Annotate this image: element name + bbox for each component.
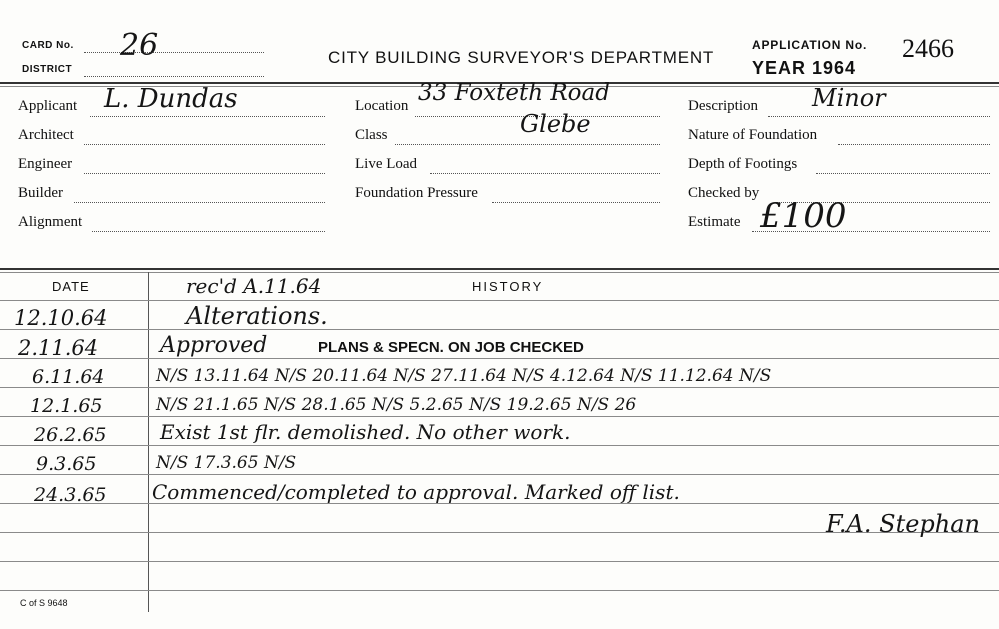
estimate-value: £100 xyxy=(760,196,847,236)
checked-by-label: Checked by xyxy=(688,185,760,201)
date-header: DATE xyxy=(52,279,90,294)
history-text: Commenced/completed to approval. Marked off list. xyxy=(152,480,680,504)
history-text: N/S 17.3.65 N/S xyxy=(156,453,297,473)
description-value: Minor xyxy=(812,84,886,112)
engineer-label: Engineer xyxy=(18,156,73,172)
received-note: rec'd A.11.64 xyxy=(186,274,322,298)
approval-stamp: PLANS & SPECN. ON JOB CHECKED xyxy=(318,339,584,356)
live-load-line xyxy=(430,173,660,174)
depth-of-footings-line xyxy=(816,173,990,174)
foundation-pressure-line xyxy=(492,202,660,203)
history-text: Alterations. xyxy=(186,302,328,330)
card-no-line xyxy=(84,52,264,53)
year-label: YEAR 1964 xyxy=(752,58,857,78)
architect-line xyxy=(84,144,325,145)
nature-of-foundation-line xyxy=(838,144,990,145)
history-date: 6.11.64 xyxy=(32,366,105,388)
location-suburb-value: Glebe xyxy=(520,110,591,138)
builder-label: Builder xyxy=(18,185,63,201)
card-no-value: 26 xyxy=(120,28,159,63)
department-title: CITY BUILDING SURVEYOR'S DEPARTMENT xyxy=(328,48,715,67)
history-text: Approved xyxy=(160,333,268,358)
architect-label: Architect xyxy=(18,127,74,143)
history-date: 12.10.64 xyxy=(14,306,108,330)
history-row-line xyxy=(0,300,999,301)
history-row-line xyxy=(0,445,999,446)
history-date: 2.11.64 xyxy=(18,336,99,360)
history-date: 24.3.65 xyxy=(34,484,107,506)
history-text: Exist 1st flr. demolished. No other work. xyxy=(160,420,571,444)
applicant-value: L. Dundas xyxy=(104,84,238,114)
applicant-label: Applicant xyxy=(18,98,78,114)
history-date: 9.3.65 xyxy=(36,453,97,475)
class-label: Class xyxy=(355,127,388,143)
district-label: DISTRICT xyxy=(22,64,73,75)
history-rule-top xyxy=(0,268,999,270)
history-row-line xyxy=(0,561,999,562)
form-code: C of S 9648 xyxy=(20,598,68,608)
depth-of-footings-label: Depth of Footings xyxy=(688,156,798,172)
location-label: Location xyxy=(355,98,409,114)
nature-of-foundation-label: Nature of Foundation xyxy=(688,127,818,143)
description-label: Description xyxy=(688,98,758,114)
history-row-line xyxy=(0,358,999,359)
foundation-pressure-label: Foundation Pressure xyxy=(355,185,478,201)
live-load-label: Live Load xyxy=(355,156,418,172)
history-text: N/S 21.1.65 N/S 28.1.65 N/S 5.2.65 N/S 19.2.65 N/S 26 xyxy=(156,395,637,415)
description-line xyxy=(768,116,990,117)
location-value: 33 Foxteth Road xyxy=(418,80,610,106)
alignment-label: Alignment xyxy=(18,214,83,230)
history-date: 26.2.65 xyxy=(34,424,107,446)
signature: F.A. Stephan xyxy=(826,510,981,538)
engineer-line xyxy=(84,173,325,174)
history-row-line xyxy=(0,474,999,475)
history-row-line xyxy=(0,387,999,388)
builder-line xyxy=(74,202,325,203)
history-header: HISTORY xyxy=(472,279,544,294)
history-row-line xyxy=(0,416,999,417)
application-no-label: APPLICATION No. xyxy=(752,38,868,52)
history-rule-top-2 xyxy=(0,272,999,273)
applicant-line xyxy=(90,116,325,117)
history-row-line xyxy=(0,590,999,591)
card-no-label: CARD No. xyxy=(22,40,74,51)
application-no-value: 2466 xyxy=(902,34,954,63)
estimate-label: Estimate xyxy=(688,214,741,230)
history-text: N/S 13.11.64 N/S 20.11.64 N/S 27.11.64 N/S 4.12.64 N/S 11.12.64 N/S xyxy=(156,366,772,386)
class-line xyxy=(395,144,660,145)
history-date: 12.1.65 xyxy=(30,395,103,417)
history-row-line xyxy=(0,329,999,330)
district-line xyxy=(84,76,264,77)
alignment-line xyxy=(92,231,325,232)
